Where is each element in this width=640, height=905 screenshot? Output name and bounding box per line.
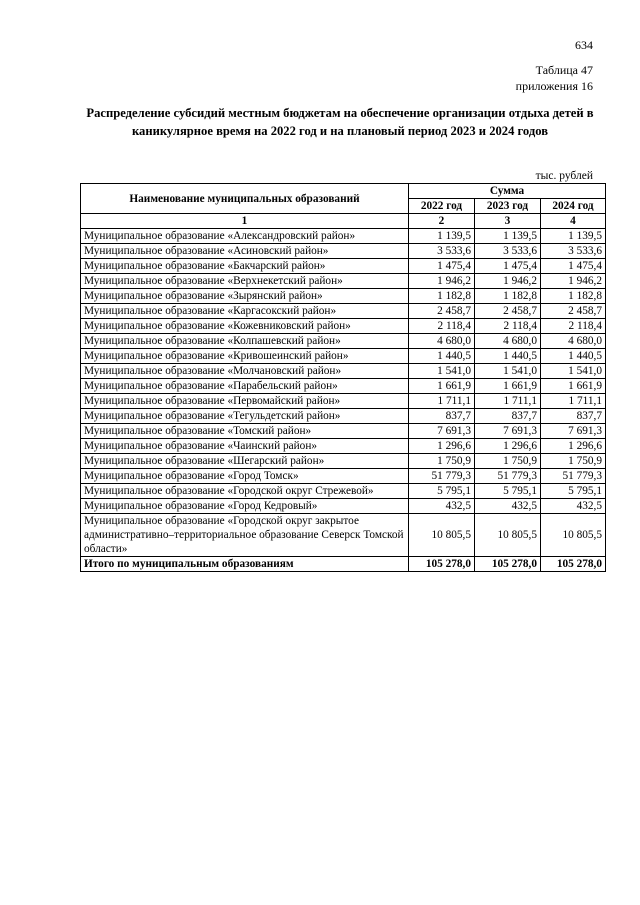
row-value-2022: 3 533,6 xyxy=(409,244,475,259)
row-name: Муниципальное образование «Город Томск» xyxy=(81,469,409,484)
row-value-2024: 1 711,1 xyxy=(541,394,606,409)
table-ref-line-1: Таблица 47 xyxy=(535,63,593,77)
row-value-2022: 5 795,1 xyxy=(409,484,475,499)
row-value-2022: 1 711,1 xyxy=(409,394,475,409)
table-row xyxy=(81,454,606,469)
table-row xyxy=(81,439,606,454)
header-year-2023: 2023 год xyxy=(475,199,541,214)
row-name: Муниципальное образование «Каргасокский район» xyxy=(81,304,409,319)
column-number-2: 2 xyxy=(409,214,475,229)
table-row xyxy=(81,469,606,484)
row-value-2022: 1 475,4 xyxy=(409,259,475,274)
row-value-2023: 1 711,1 xyxy=(475,394,541,409)
row-value-2022: 1 440,5 xyxy=(409,349,475,364)
row-value-2024: 432,5 xyxy=(541,499,606,514)
total-row xyxy=(81,557,606,572)
row-name: Муниципальное образование «Асиновский район» xyxy=(81,244,409,259)
row-value-2023: 1 750,9 xyxy=(475,454,541,469)
table-row xyxy=(81,394,606,409)
table-row xyxy=(81,499,606,514)
row-value-2023: 1 296,6 xyxy=(475,439,541,454)
row-value-2024: 4 680,0 xyxy=(541,334,606,349)
total-label: Итого по муниципальным образованиям xyxy=(81,557,409,572)
row-value-2024: 1 541,0 xyxy=(541,364,606,379)
row-value-2022: 432,5 xyxy=(409,499,475,514)
header-sum: Сумма xyxy=(409,184,606,199)
table-row xyxy=(81,409,606,424)
row-name: Муниципальное образование «Тегульдетский район» xyxy=(81,409,409,424)
document-title: Распределение субсидий местным бюджетам на обеспечение организации отдыха детей в каникулярное время на 2022 год и на плановый период 2023 и 2024 годов xyxy=(86,106,594,138)
table-row xyxy=(81,274,606,289)
row-name: Муниципальное образование «Кожевниковский район» xyxy=(81,319,409,334)
row-value-2022: 1 750,9 xyxy=(409,454,475,469)
row-value-2023: 3 533,6 xyxy=(475,244,541,259)
row-value-2024: 1 182,8 xyxy=(541,289,606,304)
table-ref-line-2: приложения 16 xyxy=(515,79,593,93)
row-name: Муниципальное образование «Молчановский район» xyxy=(81,364,409,379)
row-name: Муниципальное образование «Александровский район» xyxy=(81,229,409,244)
row-value-2022: 7 691,3 xyxy=(409,424,475,439)
table-body xyxy=(81,229,606,572)
row-value-2023: 4 680,0 xyxy=(475,334,541,349)
units-label: тыс. рублей xyxy=(535,170,593,182)
table-row xyxy=(81,484,606,499)
row-value-2022: 1 139,5 xyxy=(409,229,475,244)
header-name-column: Наименование муниципальных образований xyxy=(81,184,409,214)
row-value-2023: 1 139,5 xyxy=(475,229,541,244)
row-value-2022: 1 541,0 xyxy=(409,364,475,379)
row-value-2024: 2 458,7 xyxy=(541,304,606,319)
row-value-2022: 10 805,5 xyxy=(409,514,475,557)
column-number-3: 3 xyxy=(475,214,541,229)
total-2024: 105 278,0 xyxy=(541,557,606,572)
total-2023: 105 278,0 xyxy=(475,557,541,572)
row-value-2024: 5 795,1 xyxy=(541,484,606,499)
row-value-2023: 2 118,4 xyxy=(475,319,541,334)
row-name: Муниципальное образование «Бакчарский район» xyxy=(81,259,409,274)
row-value-2023: 51 779,3 xyxy=(475,469,541,484)
row-value-2023: 2 458,7 xyxy=(475,304,541,319)
row-value-2024: 2 118,4 xyxy=(541,319,606,334)
row-name: Муниципальное образование «Городской округ Стрежевой» xyxy=(81,484,409,499)
row-value-2024: 1 139,5 xyxy=(541,229,606,244)
row-name: Муниципальное образование «Верхнекетский район» xyxy=(81,274,409,289)
table-row xyxy=(81,259,606,274)
row-name: Муниципальное образование «Первомайский район» xyxy=(81,394,409,409)
row-value-2022: 1 946,2 xyxy=(409,274,475,289)
row-name: Муниципальное образование «Парабельский район» xyxy=(81,379,409,394)
row-value-2024: 1 946,2 xyxy=(541,274,606,289)
row-value-2024: 1 440,5 xyxy=(541,349,606,364)
row-value-2024: 1 750,9 xyxy=(541,454,606,469)
header-year-2024: 2024 год xyxy=(541,199,606,214)
table-row xyxy=(81,244,606,259)
row-value-2022: 51 779,3 xyxy=(409,469,475,484)
table-row xyxy=(81,364,606,379)
row-value-2023: 432,5 xyxy=(475,499,541,514)
column-number-1: 1 xyxy=(81,214,409,229)
table-row xyxy=(81,229,606,244)
row-value-2024: 3 533,6 xyxy=(541,244,606,259)
row-name: Муниципальное образование «Томский район» xyxy=(81,424,409,439)
row-value-2023: 10 805,5 xyxy=(475,514,541,557)
table-row xyxy=(81,349,606,364)
total-2022: 105 278,0 xyxy=(409,557,475,572)
row-value-2023: 7 691,3 xyxy=(475,424,541,439)
table-reference xyxy=(516,62,593,94)
row-value-2023: 1 541,0 xyxy=(475,364,541,379)
row-value-2023: 1 182,8 xyxy=(475,289,541,304)
row-name: Муниципальное образование «Зырянский район» xyxy=(81,289,409,304)
row-value-2024: 837,7 xyxy=(541,409,606,424)
row-value-2024: 7 691,3 xyxy=(541,424,606,439)
row-name: Муниципальное образование «Город Кедровый» xyxy=(81,499,409,514)
row-value-2023: 1 440,5 xyxy=(475,349,541,364)
table-row xyxy=(81,514,606,557)
row-value-2024: 1 296,6 xyxy=(541,439,606,454)
row-value-2024: 1 475,4 xyxy=(541,259,606,274)
row-value-2022: 1 661,9 xyxy=(409,379,475,394)
row-name: Муниципальное образование «Шегарский район» xyxy=(81,454,409,469)
row-value-2022: 4 680,0 xyxy=(409,334,475,349)
row-value-2022: 1 182,8 xyxy=(409,289,475,304)
row-value-2023: 1 475,4 xyxy=(475,259,541,274)
table-row xyxy=(81,379,606,394)
row-name: Муниципальное образование «Кривошеинский район» xyxy=(81,349,409,364)
subsidy-table xyxy=(80,183,606,572)
row-name: Муниципальное образование «Городской округ закрытое административно–территориальное образование Северск Томской области» xyxy=(81,514,409,557)
row-value-2024: 1 661,9 xyxy=(541,379,606,394)
row-value-2022: 2 458,7 xyxy=(409,304,475,319)
row-value-2022: 1 296,6 xyxy=(409,439,475,454)
row-value-2023: 1 946,2 xyxy=(475,274,541,289)
row-value-2022: 837,7 xyxy=(409,409,475,424)
table-row xyxy=(81,334,606,349)
page-number: 634 xyxy=(575,38,593,52)
row-value-2023: 1 661,9 xyxy=(475,379,541,394)
table-row xyxy=(81,304,606,319)
table-row xyxy=(81,289,606,304)
header-year-2022: 2022 год xyxy=(409,199,475,214)
table-row xyxy=(81,424,606,439)
row-name: Муниципальное образование «Колпашевский район» xyxy=(81,334,409,349)
row-name: Муниципальное образование «Чаинский район» xyxy=(81,439,409,454)
row-value-2024: 10 805,5 xyxy=(541,514,606,557)
table-row xyxy=(81,319,606,334)
row-value-2023: 837,7 xyxy=(475,409,541,424)
row-value-2024: 51 779,3 xyxy=(541,469,606,484)
row-value-2023: 5 795,1 xyxy=(475,484,541,499)
column-number-4: 4 xyxy=(541,214,606,229)
row-value-2022: 2 118,4 xyxy=(409,319,475,334)
